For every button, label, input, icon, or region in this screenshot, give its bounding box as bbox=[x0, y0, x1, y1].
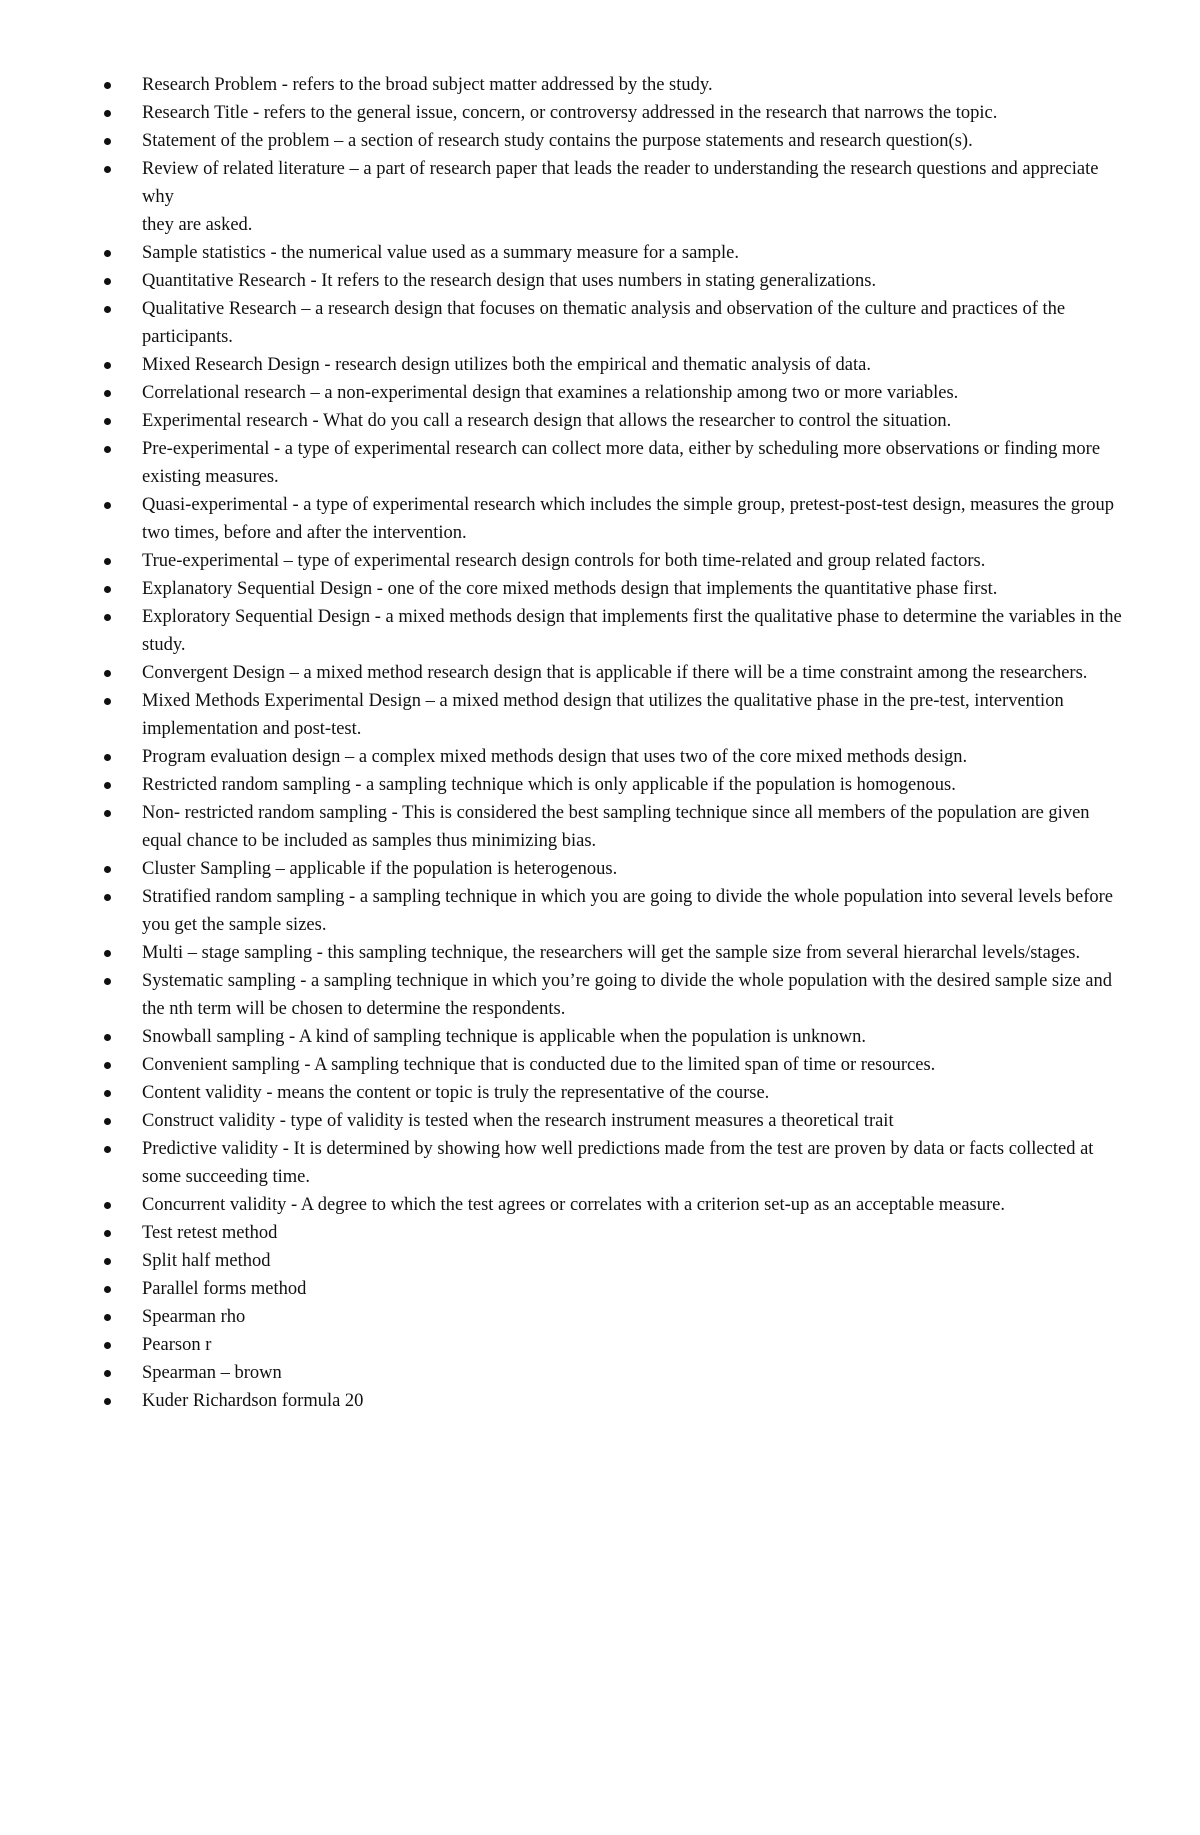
list-item-text: Test retest method bbox=[142, 1223, 278, 1243]
bullet-icon bbox=[104, 894, 111, 901]
bullet-icon bbox=[104, 446, 111, 453]
list-item-text: Quantitative Research - It refers to the research design that uses numbers in stating generalizations. bbox=[142, 271, 877, 291]
list-item bbox=[104, 1135, 1134, 1191]
list-item-text: Restricted random sampling - a sampling technique which is only applicable if the population is homogenous. bbox=[142, 775, 956, 795]
list-item-text: Spearman rho bbox=[142, 1307, 246, 1327]
bullet-icon bbox=[104, 306, 111, 313]
list-item-text: Pre-experimental - a type of experimental research can collect more data, either by scheduling more observations or finding more existing measures. bbox=[142, 439, 1101, 487]
list-item bbox=[104, 239, 1134, 267]
list-item-text: Research Title - refers to the general issue, concern, or controversy addressed in the research that narrows the topic. bbox=[142, 103, 998, 123]
list-item-text: Convergent Design – a mixed method research design that is applicable if there will be a time constraint among the researchers. bbox=[142, 663, 1088, 683]
bullet-icon bbox=[104, 1230, 111, 1237]
bullet-icon bbox=[104, 558, 111, 565]
list-item-text: Construct validity - type of validity is tested when the research instrument measures a theoretical trait bbox=[142, 1111, 894, 1131]
list-item bbox=[104, 295, 1134, 351]
list-item bbox=[104, 1331, 1134, 1359]
list-item-text: Mixed Research Design - research design utilizes both the empirical and thematic analysis of data. bbox=[142, 355, 871, 375]
list-item-text: Review of related literature – a part of research paper that leads the reader to understanding the research questions and appreciate why they are asked. bbox=[142, 159, 1099, 235]
list-item bbox=[104, 1219, 1134, 1247]
list-item bbox=[104, 1387, 1134, 1415]
list-item-text: Kuder Richardson formula 20 bbox=[142, 1391, 364, 1411]
list-item bbox=[104, 967, 1134, 1023]
list-item-text: Split half method bbox=[142, 1251, 271, 1271]
bullet-icon bbox=[104, 1202, 111, 1209]
list-item-text: Explanatory Sequential Design - one of the core mixed methods design that implements the quantitative phase first. bbox=[142, 579, 998, 599]
bullet-icon bbox=[104, 390, 111, 397]
list-item bbox=[104, 1247, 1134, 1275]
list-item-text: Mixed Methods Experimental Design – a mixed method design that utilizes the qualitative phase in the pre-test, intervention implementation and post-test. bbox=[142, 691, 1064, 739]
list-item-text: Spearman – brown bbox=[142, 1363, 282, 1383]
list-item bbox=[104, 99, 1134, 127]
list-item bbox=[104, 407, 1134, 435]
list-item bbox=[104, 547, 1134, 575]
bullet-icon bbox=[104, 670, 111, 677]
bullet-icon bbox=[104, 866, 111, 873]
bullet-icon bbox=[104, 166, 111, 173]
list-item-text: True-experimental – type of experimental research design controls for both time-related and group related factors. bbox=[142, 551, 986, 571]
list-item-text: Sample statistics - the numerical value used as a summary measure for a sample. bbox=[142, 243, 739, 263]
list-item bbox=[104, 71, 1134, 99]
bullet-icon bbox=[104, 82, 111, 89]
bullet-icon bbox=[104, 978, 111, 985]
list-item-text: Snowball sampling - A kind of sampling technique is applicable when the population is unknown. bbox=[142, 1027, 866, 1047]
list-item-text: Non- restricted random sampling - This is considered the best sampling technique since all members of the population are given equal chance to be included as samples thus minimizing bias. bbox=[142, 803, 1090, 851]
list-item-text: Cluster Sampling – applicable if the population is heterogenous. bbox=[142, 859, 618, 879]
list-item bbox=[104, 799, 1134, 855]
bullet-icon bbox=[104, 1370, 111, 1377]
bullet-icon bbox=[104, 1258, 111, 1265]
list-item bbox=[104, 351, 1134, 379]
list-item bbox=[104, 435, 1134, 491]
list-item bbox=[104, 1275, 1134, 1303]
list-item-text: Quasi-experimental - a type of experimental research which includes the simple group, pretest-post-test design, measures the group two times, before and after the intervention. bbox=[142, 495, 1114, 543]
list-item bbox=[104, 1023, 1134, 1051]
bullet-icon bbox=[104, 1146, 111, 1153]
list-item-text: Stratified random sampling - a sampling technique in which you are going to divide the whole population into several levels before you get the sample sizes. bbox=[142, 887, 1114, 935]
bullet-icon bbox=[104, 754, 111, 761]
bullet-icon bbox=[104, 614, 111, 621]
bullet-icon bbox=[104, 502, 111, 509]
list-item-text: Qualitative Research – a research design that focuses on thematic analysis and observation of the culture and practices of the participants. bbox=[142, 299, 1066, 347]
list-item bbox=[104, 1303, 1134, 1331]
bullet-icon bbox=[104, 586, 111, 593]
list-item-text: Experimental research - What do you call a research design that allows the researcher to control the situation. bbox=[142, 411, 952, 431]
list-item bbox=[104, 687, 1134, 743]
list-item bbox=[104, 1079, 1134, 1107]
list-item-text: Research Problem - refers to the broad subject matter addressed by the study. bbox=[142, 75, 713, 95]
list-item-text: Concurrent validity - A degree to which the test agrees or correlates with a criterion set-up as an acceptable measure. bbox=[142, 1195, 1005, 1215]
bullet-icon bbox=[104, 278, 111, 285]
list-item-text: Content validity - means the content or topic is truly the representative of the course. bbox=[142, 1083, 770, 1103]
bullet-icon bbox=[104, 1286, 111, 1293]
bullet-icon bbox=[104, 782, 111, 789]
list-item bbox=[104, 379, 1134, 407]
list-item-text: Systematic sampling - a sampling technique in which you’re going to divide the whole population with the desired sample size and the nth term will be chosen to determine the respondents. bbox=[142, 971, 1113, 1019]
definitions-bullet-list bbox=[104, 71, 1134, 1415]
list-item bbox=[104, 491, 1134, 547]
list-item bbox=[104, 939, 1134, 967]
bullet-icon bbox=[104, 250, 111, 257]
bullet-icon bbox=[104, 698, 111, 705]
bullet-icon bbox=[104, 1398, 111, 1405]
list-item-text: Convenient sampling - A sampling technique that is conducted due to the limited span of time or resources. bbox=[142, 1055, 936, 1075]
list-item bbox=[104, 855, 1134, 883]
list-item bbox=[104, 743, 1134, 771]
list-item bbox=[104, 771, 1134, 799]
bullet-icon bbox=[104, 362, 111, 369]
list-item-text: Program evaluation design – a complex mixed methods design that uses two of the core mixed methods design. bbox=[142, 747, 968, 767]
list-item-text: Multi – stage sampling - this sampling technique, the researchers will get the sample size from several hierarchal levels/stages. bbox=[142, 943, 1081, 963]
bullet-icon bbox=[104, 950, 111, 957]
bullet-icon bbox=[104, 1062, 111, 1069]
bullet-icon bbox=[104, 1342, 111, 1349]
bullet-icon bbox=[104, 138, 111, 145]
bullet-icon bbox=[104, 810, 111, 817]
list-item bbox=[104, 575, 1134, 603]
bullet-icon bbox=[104, 1314, 111, 1321]
list-item-text: Statement of the problem – a section of research study contains the purpose statements and research question(s). bbox=[142, 131, 973, 151]
list-item bbox=[104, 1051, 1134, 1079]
list-item-text: Exploratory Sequential Design - a mixed methods design that implements first the qualitative phase to determine the variables in the study. bbox=[142, 607, 1122, 655]
list-item-text: Correlational research – a non-experimental design that examines a relationship among two or more variables. bbox=[142, 383, 959, 403]
list-item bbox=[104, 267, 1134, 295]
bullet-icon bbox=[104, 418, 111, 425]
bullet-icon bbox=[104, 1118, 111, 1125]
bullet-icon bbox=[104, 1034, 111, 1041]
list-item bbox=[104, 1107, 1134, 1135]
list-item bbox=[104, 1359, 1134, 1387]
list-item-text: Parallel forms method bbox=[142, 1279, 307, 1299]
list-item-text: Predictive validity - It is determined by showing how well predictions made from the test are proven by data or facts collected at some succeeding time. bbox=[142, 1139, 1094, 1187]
list-item bbox=[104, 127, 1134, 155]
list-item bbox=[104, 155, 1134, 239]
list-item bbox=[104, 659, 1134, 687]
list-item bbox=[104, 883, 1134, 939]
list-item bbox=[104, 603, 1134, 659]
bullet-icon bbox=[104, 110, 111, 117]
list-item-text: Pearson r bbox=[142, 1335, 212, 1355]
list-item bbox=[104, 1191, 1134, 1219]
bullet-icon bbox=[104, 1090, 111, 1097]
